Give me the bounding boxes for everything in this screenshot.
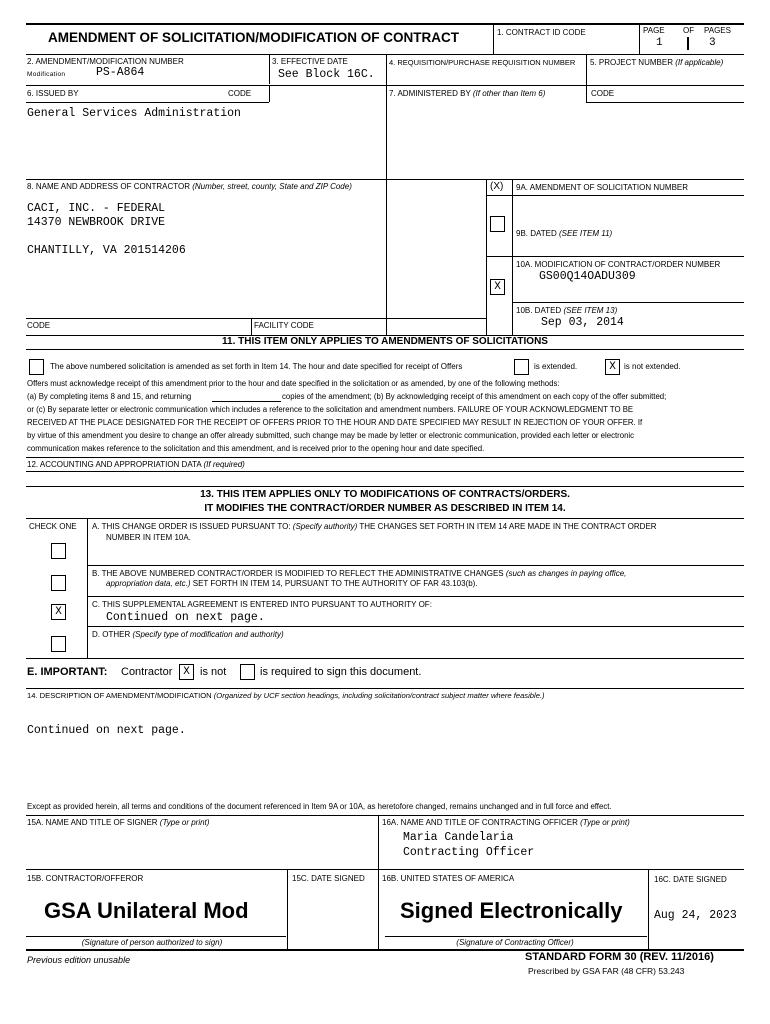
copies-blank-line — [212, 401, 281, 402]
contractor-signature: GSA Unilateral Mod — [44, 898, 249, 923]
block12-label: 12. ACCOUNTING AND APPROPRIATION DATA (If required) — [27, 460, 245, 469]
footer-previous-edition: Previous edition unusable — [27, 955, 131, 965]
contractor-street: 14370 NEWBROOK DRIVE — [27, 216, 166, 229]
block16a-label: 16A. NAME AND TITLE OF CONTRACTING OFFICER (Type or print) — [382, 818, 630, 827]
block10a-label: 10A. MODIFICATION OF CONTRACT/ORDER NUMBER — [516, 260, 721, 269]
item13a-line2: NUMBER IN ITEM 10A. — [106, 533, 191, 542]
page-label: PAGE — [643, 26, 665, 35]
item13-title-1: 13. THIS ITEM APPLIES ONLY TO MODIFICATIONS OF CONTRACTS/ORDERS. — [200, 489, 570, 500]
block2-prefix: Modification — [27, 71, 66, 78]
item11-p3: or (c) By separate letter or electronic communication which includes a reference to the solicitation and amendment numbers. FAILURE OF YOUR ACKNOWLEDGMENT TO BE — [27, 405, 634, 414]
is-not-label: is not — [200, 666, 227, 678]
date-signed-16c: Aug 24, 2023 — [654, 909, 737, 922]
contract-id-label: 1. CONTRACT ID CODE — [497, 28, 586, 37]
item13d-checkbox[interactable] — [51, 636, 66, 652]
not-extended-label: is not extended. — [624, 362, 681, 371]
contract-order-number: GS00Q14OADU309 — [539, 270, 636, 283]
block4-label: 4. REQUISITION/PURCHASE REQUISITION NUMBER — [389, 58, 576, 67]
x-column-label: (X) — [490, 181, 504, 192]
block14-value: Continued on next page. — [27, 724, 186, 737]
block7-code-label: CODE — [591, 89, 615, 98]
not-extended-checkbox[interactable]: X — [605, 359, 620, 375]
block10-checkbox[interactable]: X — [490, 279, 505, 295]
footer-form-number: STANDARD FORM 30 (REV. 11/2016) — [525, 951, 714, 963]
item11-line1: The above numbered solicitation is amended as set forth in Item 14. The hour and date specified for receipt of Offers — [50, 362, 463, 371]
item11-p2a: (a) By completing items 8 and 15, and returning — [27, 392, 192, 401]
extended-checkbox[interactable] — [514, 359, 529, 375]
item11-p6: communication makes reference to the solicitation and this amendment, and is received prior to the opening hour and date specified. — [27, 444, 485, 453]
block2-label: 2. AMENDMENT/MODIFICATION NUMBER — [27, 57, 184, 66]
block14-label: 14. DESCRIPTION OF AMENDMENT/MODIFICATION (Organized by UCF section headings, including solicitation/contract subject matter where feasible.) — [27, 691, 545, 700]
block15a-label: 15A. NAME AND TITLE OF SIGNER (Type or print) — [27, 818, 210, 827]
item11-p1: Offers must acknowledge receipt of this amendment prior to the hour and date specified in the solicitation or as amended, by one of the following methods: — [27, 379, 560, 388]
item13b-line1: B. THE ABOVE NUMBERED CONTRACT/ORDER IS MODIFIED TO REFLECT THE ADMINISTRATIVE CHANGES (such as changes in paying office, — [92, 569, 627, 578]
total-pages: 3 — [709, 37, 716, 49]
item13-title-2: IT MODIFIES THE CONTRACT/ORDER NUMBER AS DESCRIBED IN ITEM 14. — [204, 503, 566, 514]
facility-code-label: FACILITY CODE — [254, 321, 314, 330]
item11-p2b: copies of the amendment; (b) By acknowledging receipt of this amendment on each copy of the offer submitted; — [282, 392, 667, 401]
contracting-officer-title: Contracting Officer — [403, 846, 535, 859]
item13a-checkbox[interactable] — [51, 543, 66, 559]
item13b-line2: appropriation data, etc.) SET FORTH IN ITEM 14, PURSUANT TO THE AUTHORITY OF FAR 43.103(b). — [106, 579, 478, 588]
block8-code-label: CODE — [27, 321, 51, 330]
block3-label: 3. EFFECTIVE DATE — [272, 57, 348, 66]
block9a-label: 9A. AMENDMENT OF SOLICITATION NUMBER — [516, 183, 689, 192]
pages-label: PAGES — [704, 26, 731, 35]
block15b-label: 15B. CONTRACTOR/OFFEROR — [27, 874, 144, 883]
is-required-label: is required to sign this document. — [260, 666, 422, 678]
block7-label: 7. ADMINISTERED BY (If other than Item 6) — [389, 89, 546, 98]
is-required-checkbox[interactable] — [240, 664, 255, 680]
issued-by: General Services Administration — [27, 107, 241, 120]
item13d-line1: D. OTHER (Specify type of modification and authority) — [92, 630, 284, 639]
contractor-signature-caption: (Signature of person authorized to sign) — [81, 938, 223, 947]
contractor-name: CACI, INC. - FEDERAL — [27, 202, 166, 215]
important-contractor: Contractor — [121, 666, 173, 678]
contractor-city: CHANTILLY, VA 201514206 — [27, 244, 186, 257]
of-label: OF — [683, 26, 695, 35]
item11-title: 11. THIS ITEM ONLY APPLIES TO AMENDMENTS OF SOLICITATIONS — [222, 336, 548, 347]
officer-signature-caption: (Signature of Contracting Officer) — [456, 938, 574, 947]
item11-p5: by virtue of this amendment you desire to change an offer already submitted, such change may be made by letter or electronic communication, provided each letter or electronic — [27, 431, 635, 440]
block10b-label: 10B. DATED (SEE ITEM 13) — [516, 306, 618, 315]
item11-p4: RECEIVED AT THE PLACE DESIGNATED FOR THE RECEIPT OF OFFERS PRIOR TO THE HOUR AND DATE SPECIFIED MAY RESULT IN REJECTION OF YOUR OFFER. If — [27, 418, 643, 427]
item13c-value: Continued on next page. — [106, 611, 265, 624]
check-one-label: CHECK ONE — [29, 522, 77, 531]
effective-date: See Block 16C. — [278, 68, 375, 81]
item13c-checkbox[interactable]: X — [51, 604, 66, 620]
block9-checkbox[interactable] — [490, 216, 505, 232]
form-title: AMENDMENT OF SOLICITATION/MODIFICATION OF CONTRACT — [48, 30, 459, 45]
solicitation-amended-checkbox[interactable] — [29, 359, 44, 375]
officer-signature: Signed Electronically — [400, 898, 623, 923]
block15c-label: 15C. DATE SIGNED — [292, 874, 365, 883]
except-text: Except as provided herein, all terms and conditions of the document referenced in Item 9A or 10A, as heretofore changed, remains unchanged and in full force and effect. — [27, 802, 612, 811]
block5-label: 5. PROJECT NUMBER (If applicable) — [590, 58, 724, 67]
extended-label: is extended. — [534, 362, 578, 371]
page-number: 1 — [656, 37, 663, 49]
is-not-required-checkbox[interactable]: X — [179, 664, 194, 680]
block16c-label: 16C. DATE SIGNED — [654, 875, 727, 884]
block6-code-label: CODE — [228, 89, 252, 98]
modification-number: PS-A864 — [96, 66, 145, 79]
block9b-label: 9B. DATED (SEE ITEM 11) — [516, 229, 613, 238]
block6-label: 6. ISSUED BY — [27, 89, 79, 98]
contract-dated: Sep 03, 2014 — [541, 316, 624, 329]
footer-prescribed: Prescribed by GSA FAR (48 CFR) 53.243 — [528, 966, 685, 976]
item13b-checkbox[interactable] — [51, 575, 66, 591]
block8-label: 8. NAME AND ADDRESS OF CONTRACTOR (Number, street, county, State and ZIP Code) — [27, 182, 352, 191]
important-label: E. IMPORTANT: — [27, 666, 108, 678]
block16b-label: 16B. UNITED STATES OF AMERICA — [382, 874, 515, 883]
item13c-line1: C. THIS SUPPLEMENTAL AGREEMENT IS ENTERED INTO PURSUANT TO AUTHORITY OF: — [92, 600, 432, 609]
contracting-officer-name: Maria Candelaria — [403, 831, 514, 844]
item13a-line1: A. THIS CHANGE ORDER IS ISSUED PURSUANT TO: (Specify authority) THE CHANGES SET FORTH IN ITEM 14 ARE MADE IN THE CONTRACT ORDER — [92, 522, 657, 531]
